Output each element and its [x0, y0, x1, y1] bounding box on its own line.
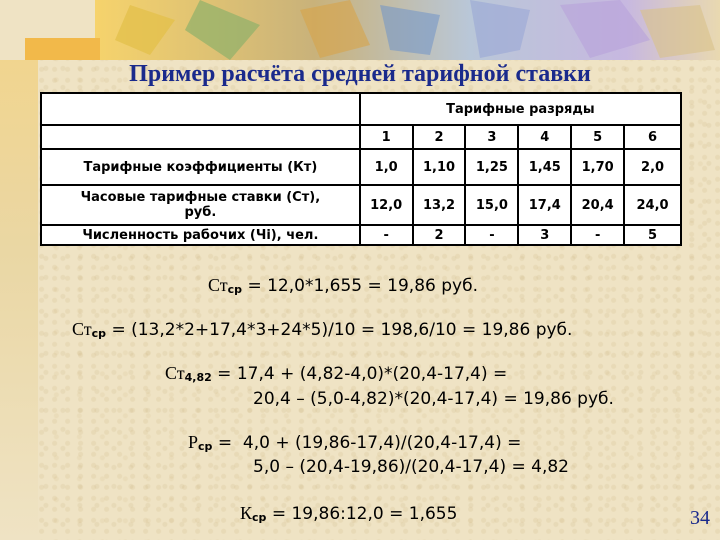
row-label-line: Часовые тарифные ставки (Ст), [80, 190, 321, 205]
formula-interpolated-rate-line2: 20,4 – (5,0-4,82)*(20,4-17,4) = 19,86 руб. [253, 389, 614, 409]
formula-label: Ст [72, 319, 92, 339]
grade-header: 5 [571, 125, 624, 149]
formula-body: = 19,86:12,0 = 1,655 [266, 504, 458, 524]
table-cell: - [465, 225, 518, 245]
table-cell: 12,0 [360, 185, 413, 225]
decorative-banner [0, 0, 720, 60]
formula-subscript: ср [198, 440, 213, 453]
grade-header: 2 [413, 125, 466, 149]
row-label: Численность рабочих (Чi), чел. [41, 225, 360, 245]
row-label-line: руб. [184, 205, 217, 220]
table-row [41, 225, 681, 245]
formula-body: = 17,4 + (4,82-4,0)*(20,4-17,4) = [211, 364, 508, 384]
table-cell: 2 [413, 225, 466, 245]
grades-group-header: Тарифные разряды [360, 93, 681, 125]
formula-subscript: ср [252, 511, 267, 524]
table-row [41, 149, 681, 185]
table-cell: - [360, 225, 413, 245]
page-number: 34 [690, 507, 710, 529]
formula-average-rate-by-coefficient [208, 274, 478, 301]
table-cell: 3 [518, 225, 571, 245]
table-cell: 1,70 [571, 149, 624, 185]
table-cell: 1,10 [413, 149, 466, 185]
formula-body: = 4,0 + (19,86-17,4)/(20,4-17,4) = [212, 433, 522, 453]
formula-body: = (13,2*2+17,4*3+24*5)/10 = 198,6/10 = 19,86 руб. [106, 320, 573, 340]
formula-label: К [240, 503, 253, 523]
grade-header: 1 [360, 125, 413, 149]
table-cell: 24,0 [624, 185, 681, 225]
formula-average-grade-line2: 5,0 – (20,4-19,86)/(20,4-17,4) = 4,82 [253, 457, 569, 477]
slide-title: Пример расчёта средней тарифной ставки [129, 61, 591, 87]
grade-header: 4 [518, 125, 571, 149]
table-cell: 13,2 [413, 185, 466, 225]
formula-weighted-average-rate [72, 318, 572, 345]
table-corner-cell [41, 125, 360, 149]
formula-label: Р [188, 432, 199, 452]
row-label [41, 185, 360, 225]
row-label: Тарифные коэффициенты (Кт) [41, 149, 360, 185]
formula-subscript: ср [91, 327, 107, 340]
formula-interpolated-rate [165, 362, 507, 389]
formula-subscript: 4,82 [184, 371, 212, 384]
table-cell: 1,45 [518, 149, 571, 185]
tariff-table [40, 92, 682, 246]
table-cell: 2,0 [624, 149, 681, 185]
formula-average-grade [188, 431, 521, 458]
table-cell: 1,0 [360, 149, 413, 185]
decorative-side-strip [0, 60, 38, 540]
table-cell: - [571, 225, 624, 245]
grade-header: 6 [624, 125, 681, 149]
formula-label: Ст [165, 363, 185, 383]
formula-label: Ст [208, 275, 228, 295]
grade-header: 3 [465, 125, 518, 149]
table-cell: 20,4 [571, 185, 624, 225]
table-cell: 15,0 [465, 185, 518, 225]
table-cell: 5 [624, 225, 681, 245]
table-cell: 1,25 [465, 149, 518, 185]
table-corner-cell [41, 93, 360, 125]
table-row [41, 185, 681, 225]
formula-body: = 12,0*1,655 = 19,86 руб. [242, 276, 478, 296]
formula-average-coefficient [240, 502, 457, 529]
table-cell: 17,4 [518, 185, 571, 225]
formula-subscript: ср [227, 283, 243, 296]
